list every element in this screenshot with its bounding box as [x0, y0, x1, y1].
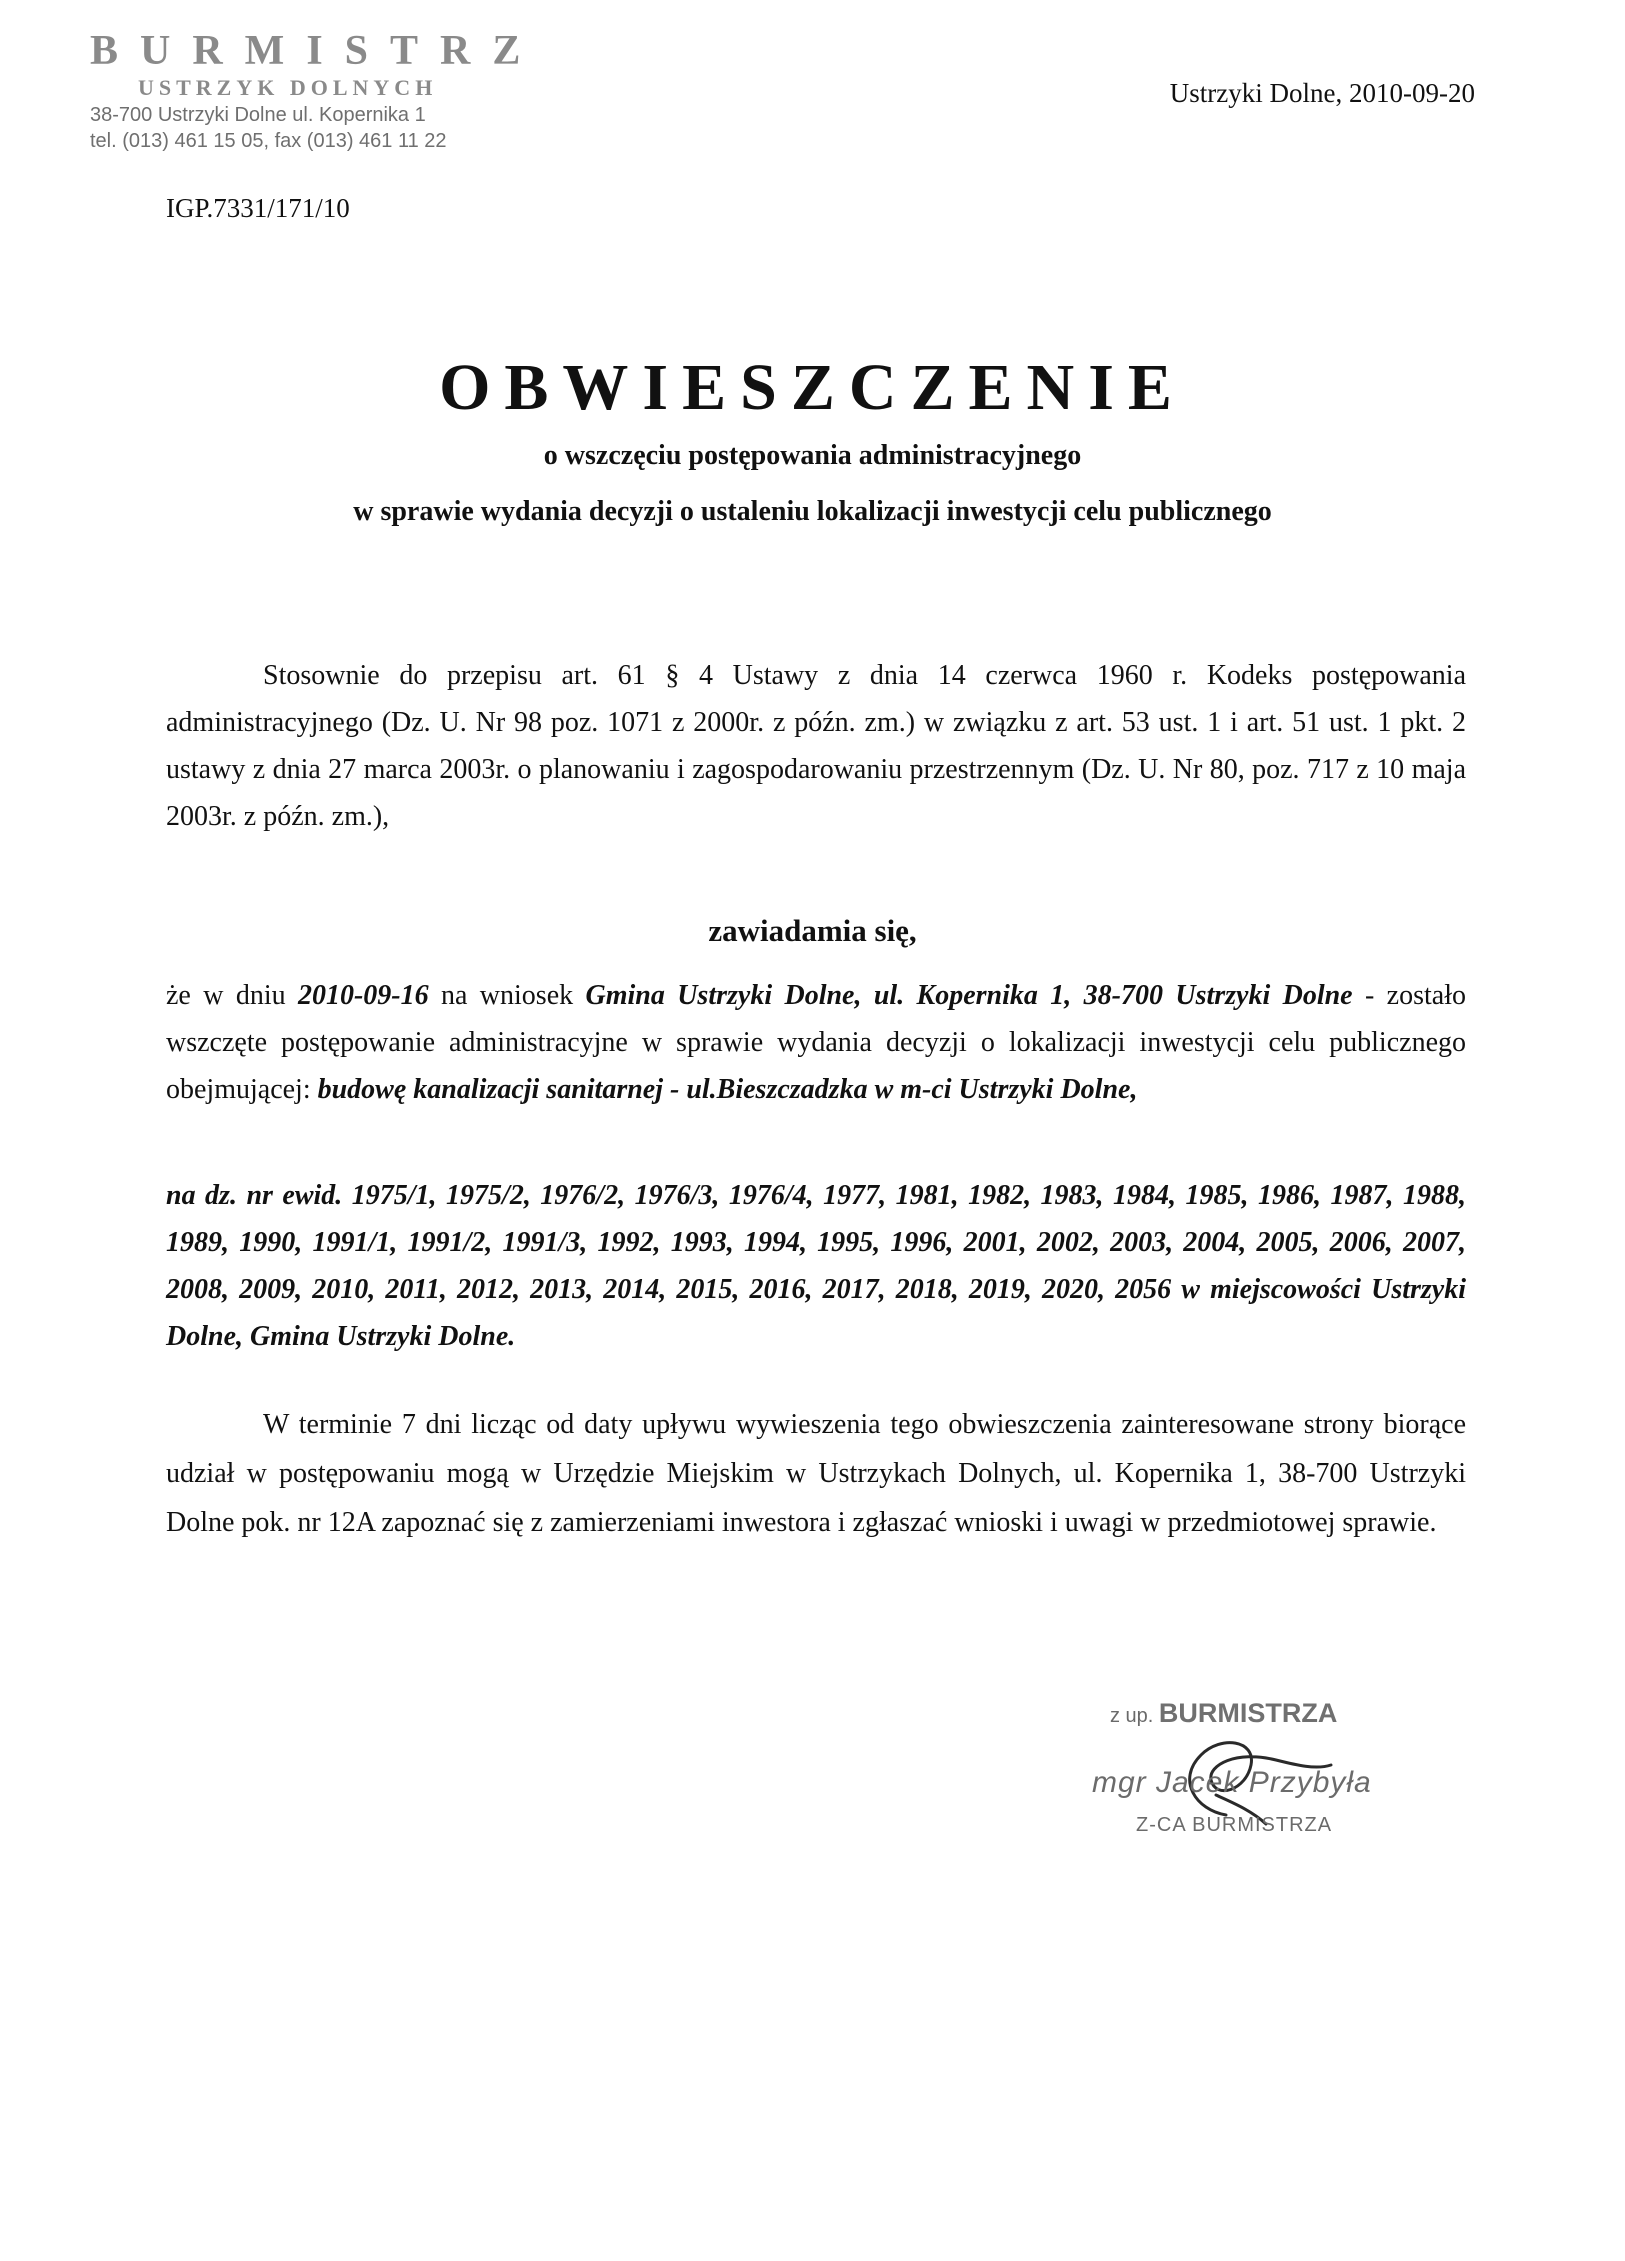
- stamp-phone: tel. (013) 461 15 05, fax (013) 461 11 22: [90, 130, 447, 152]
- parcels-paragraph: na dz. nr ewid. 1975/1, 1975/2, 1976/2, 1976/3, 1976/4, 1977, 1981, 1982, 1983, 1984, 1985, 1986, 1987, 1988, 1989, 1990, 1991/1, 1991/2, 1991/3, 1992, 1993, 1994, 1995, 1996, 2001, 2002, 2003, 2004, 2005, 2006, 2007, 2008, 2009, 2010, 2011, 2012, 2013, 2014, 2015, 2016, 2017, 2018, 2019, 2020, 2056 w miejscowości Ustrzyki Dolne, Gmina Ustrzyki Dolne.: [166, 1180, 1466, 1352]
- signature-for-prefix: z up.: [1110, 1705, 1154, 1727]
- place-date: Ustrzyki Dolne, 2010-09-20: [1169, 78, 1475, 108]
- signatory-role: Z-CA BURMISTRZA: [1136, 1814, 1333, 1836]
- subtitle-line-2: w sprawie wydania decyzji o ustaleniu lokalizacji inwestycji celu publicznego: [353, 496, 1272, 527]
- notice-text: że w dniu: [166, 980, 298, 1011]
- notice-paragraph: [166, 972, 1466, 1113]
- stamp-title: BURMISTRZ: [90, 28, 543, 74]
- signature-for-office: BURMISTRZA: [1158, 1698, 1338, 1728]
- legal-basis-paragraph: Stosownie do przepisu art. 61 § 4 Ustawy z dnia 14 czerwca 1960 r. Kodeks postępowania administracyjnego (Dz. U. Nr 98 poz. 1071 z 2000r. z późn. zm.) w związku z art. 53 ust. 1 i art. 51 ust. 1 pkt. 2 ustawy z dnia 27 marca 2003r. o planowaniu i zagospodarowaniu przestrzennym (Dz. U. Nr 80, poz. 717 z 10 maja 2003r. z późn. zm.),: [166, 660, 1466, 832]
- signatory-name: mgr Jacek Przybyła: [1092, 1766, 1372, 1799]
- document-title: OBWIESZCZENIE: [439, 351, 1186, 424]
- reference-number: IGP.7331/171/10: [166, 193, 350, 223]
- stamp-address: 38-700 Ustrzyki Dolne ul. Kopernika 1: [90, 104, 426, 126]
- stamp-subtitle: USTRZYK DOLNYCH: [138, 75, 438, 100]
- subtitle-line-1: o wszczęciu postępowania administracyjnego: [543, 440, 1082, 471]
- notice-text: na wniosek: [428, 980, 586, 1011]
- deadline-paragraph: W terminie 7 dni licząc od daty upływu wywieszenia tego obwieszczenia zainteresowane strony biorące udział w postępowaniu mogą w Urzędzie Miejskim w Ustrzykach Dolnych, ul. Kopernika 1, 38-700 Ustrzyki Dolne pok. nr 12A zapoznać się z zamierzeniami inwestora i zgłaszać wnioski i uwagi w przedmiotowej sprawie.: [166, 1409, 1466, 1538]
- announcement-heading: zawiadamia się,: [708, 913, 917, 948]
- applicant: Gmina Ustrzyki Dolne, ul. Kopernika 1, 38-700 Ustrzyki Dolne: [585, 980, 1353, 1011]
- investment-description: budowę kanalizacji sanitarnej - ul.Bieszczadzka w m-ci Ustrzyki Dolne,: [317, 1074, 1138, 1105]
- notice-text: - zostało wszczęte postępowanie administracyjne w sprawie wydania decyzji o lokalizacji inwestycji celu publicznego obejmującej:: [166, 980, 1466, 1105]
- initiation-date: 2010-09-16: [297, 980, 429, 1011]
- office-stamp: [90, 28, 543, 154]
